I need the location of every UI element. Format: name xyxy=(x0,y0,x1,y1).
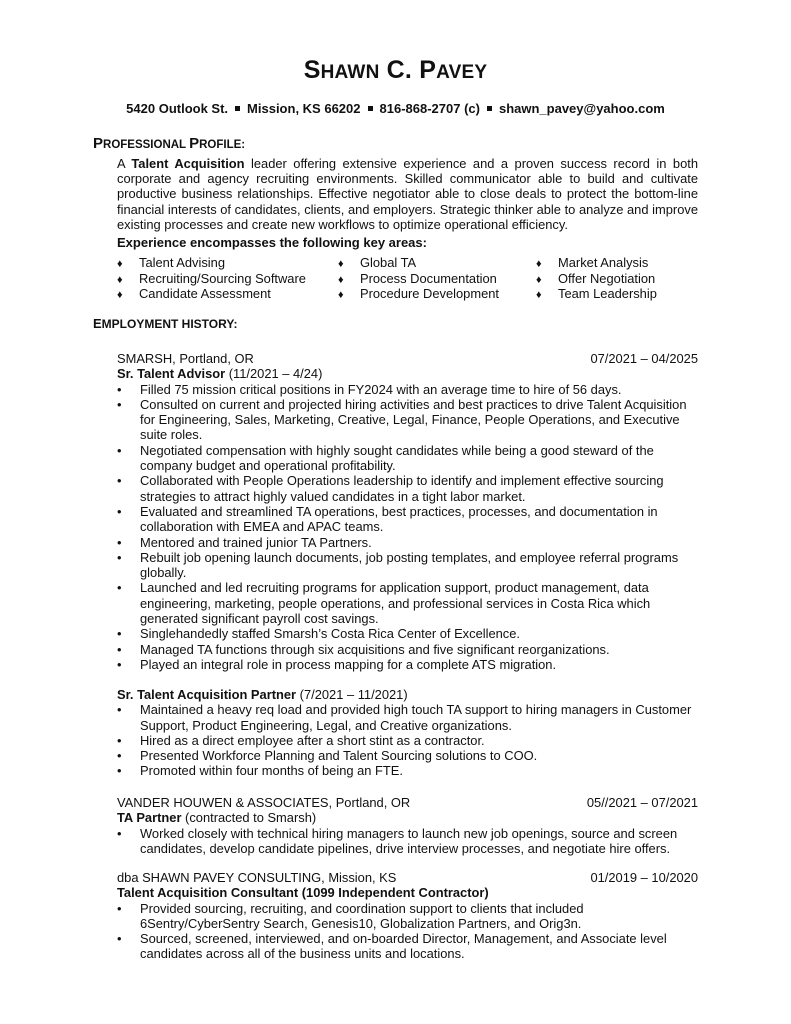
contact-address: 5420 Outlook St. xyxy=(126,101,229,116)
role-name: Sr. Talent Acquisition Partner xyxy=(117,687,297,702)
bullet-text: Promoted within four months of being an FTE. xyxy=(140,763,403,779)
bullet-text: Filled 75 mission critical positions in FY2024 with an average time to hire of 56 days. xyxy=(140,381,622,397)
bullet-icon: • xyxy=(117,732,122,748)
bullet-icon: • xyxy=(117,534,122,550)
bullet-text: Worked closely with technical hiring managers to launch new job openings, source and screen candidates, develop candidate pipelines, drive interview processes, and negotiate hire offers. xyxy=(140,825,678,856)
bullet-icon: • xyxy=(117,763,122,779)
job-dates: 05//2021 – 07/2021 xyxy=(586,795,698,810)
bullet-text: Sourced, screened, interviewed, and on-boarded Director, Management, and Associate level candidates across all of the business units and locations. xyxy=(140,931,667,962)
bullet-text: Maintained a heavy req load and provided high touch TA support to hiring managers in Customer Support, Product Engineering, Legal, and Creative organizations. xyxy=(140,702,692,733)
key-areas-column xyxy=(338,255,499,302)
bullet-text: Singlehandedly staffed Smarsh’s Costa Rica Center of Excellence. xyxy=(140,626,521,642)
list-item xyxy=(117,397,698,443)
key-area-item xyxy=(536,255,657,271)
name-middle: C. xyxy=(379,56,420,84)
job-entry-shawn-pavey-consulting xyxy=(117,870,698,962)
title-initial: P xyxy=(93,135,104,152)
section-title-profile xyxy=(93,135,245,152)
key-area-label: Offer Negotiation xyxy=(558,270,656,286)
company-name: SMARSH, Portland, OR xyxy=(117,351,254,366)
list-item xyxy=(117,931,698,962)
role-period: (contracted to Smarsh) xyxy=(181,810,317,826)
diamond-bullet-icon: ♦ xyxy=(338,258,344,270)
bullet-icon: • xyxy=(117,641,122,657)
diamond-bullet-icon: ♦ xyxy=(338,273,344,286)
bullet-icon: • xyxy=(117,900,122,916)
list-item xyxy=(117,702,698,733)
diamond-bullet-icon: ♦ xyxy=(117,273,123,286)
list-item xyxy=(117,580,698,626)
key-area-item xyxy=(117,255,306,271)
key-area-item xyxy=(536,271,657,287)
company-name: VANDER HOUWEN & ASSOCIATES, Portland, OR xyxy=(117,795,411,810)
contact-city: Mission, KS 66202 xyxy=(247,101,361,116)
list-item xyxy=(117,473,698,504)
list-item xyxy=(117,626,698,641)
achievement-list xyxy=(117,702,698,778)
role-title xyxy=(117,366,698,381)
bullet-text: Rebuilt job opening launch documents, job posting templates, and employee referral programs globally. xyxy=(140,549,679,581)
name-last-rest: AVEY xyxy=(436,62,488,83)
bullet-icon: • xyxy=(117,580,122,596)
achievement-list xyxy=(117,382,698,673)
key-area-item xyxy=(338,286,499,302)
list-item xyxy=(117,443,698,474)
list-item xyxy=(117,657,698,672)
contact-line xyxy=(0,101,791,116)
bullet-text: Launched and led recruiting programs for application support, product management, data engineering, marketing, people operations, and professional services in Costa Rica which generated significant payroll cost savings. xyxy=(140,580,651,627)
bullet-text: Played an integral role in process mapping for a complete ATS migration. xyxy=(140,656,557,672)
key-area-label: Talent Advising xyxy=(139,255,225,270)
section-title-employment xyxy=(93,316,237,331)
job-dates: 01/2019 – 10/2020 xyxy=(590,870,698,885)
contact-phone: 816-868-2707 (c) xyxy=(379,101,480,116)
key-areas-column xyxy=(536,255,657,302)
candidate-name xyxy=(0,56,791,85)
title-initial: E xyxy=(93,316,102,331)
role-title xyxy=(117,810,698,825)
diamond-bullet-icon: ♦ xyxy=(117,289,123,301)
bullet-icon: • xyxy=(117,702,122,718)
title-rest: ROFILE: xyxy=(199,139,246,151)
key-area-label: Global TA xyxy=(360,255,417,270)
key-areas-title: Experience encompasses the following key areas: xyxy=(117,235,427,250)
role-period: (7/2021 – 11/2021) xyxy=(296,687,408,702)
job-entry-smarsh xyxy=(117,351,698,672)
list-item xyxy=(117,504,698,535)
list-item xyxy=(117,382,698,397)
bullet-text: Managed TA functions through six acquisitions and five significant reorganizations. xyxy=(140,641,610,657)
bullet-icon: • xyxy=(117,442,122,458)
bullet-text: Hired as a direct employee after a short stint as a contractor. xyxy=(140,732,485,748)
list-item xyxy=(117,826,698,857)
bullet-icon: • xyxy=(117,825,122,841)
list-item xyxy=(117,535,698,550)
bullet-icon: • xyxy=(117,396,122,412)
name-first-initial: S xyxy=(303,56,321,84)
name-last-initial: P xyxy=(419,56,437,84)
role-title xyxy=(117,885,698,900)
separator-square-icon xyxy=(368,106,373,111)
bullet-icon: • xyxy=(117,503,122,519)
title-rest: ROFESSIONAL xyxy=(103,139,190,151)
separator-square-icon xyxy=(487,106,492,111)
role-name: TA Partner xyxy=(117,810,182,826)
bullet-text: Mentored and trained junior TA Partners. xyxy=(140,534,372,550)
diamond-bullet-icon: ♦ xyxy=(536,289,542,301)
list-item xyxy=(117,763,698,778)
role-name: Sr. Talent Advisor xyxy=(117,366,226,382)
bullet-text: Collaborated with People Operations leadership to identify and implement effective sourcing strategies to attract highly valued candidates in a tight labor market. xyxy=(140,473,664,504)
key-area-label: Team Leadership xyxy=(558,286,657,301)
title-rest: MPLOYMENT HISTORY: xyxy=(101,317,238,331)
key-area-item xyxy=(536,286,657,302)
profile-highlight: Talent Acquisition xyxy=(131,156,245,171)
list-item xyxy=(117,550,698,581)
bullet-text: Provided sourcing, recruiting, and coordination support to clients that included 6Sentry/CyberSentry Search, Genesis10, Globalization Partners, and Orig3n. xyxy=(140,900,584,931)
list-item xyxy=(117,733,698,748)
diamond-bullet-icon: ♦ xyxy=(338,289,344,301)
key-area-label: Procedure Development xyxy=(360,286,500,301)
separator-square-icon xyxy=(235,106,240,111)
key-area-item xyxy=(338,271,499,287)
job-header xyxy=(117,870,698,885)
key-area-label: Candidate Assessment xyxy=(139,286,271,301)
bullet-text: Evaluated and streamlined TA operations, best practices, processes, and documentation in collaboration with EMEA and APAC teams. xyxy=(140,503,658,535)
list-item xyxy=(117,748,698,763)
bullet-icon: • xyxy=(117,748,122,764)
job-header xyxy=(117,351,698,366)
key-areas-column xyxy=(117,255,306,302)
contact-email[interactable]: shawn_pavey@yahoo.com xyxy=(498,101,665,116)
role-title xyxy=(117,687,698,702)
list-item xyxy=(117,642,698,657)
role-period: (11/2021 – 4/24) xyxy=(225,366,323,382)
job-entry-vander-houwen xyxy=(117,795,698,856)
job-header xyxy=(117,795,698,810)
bullet-text: Negotiated compensation with highly sought candidates while being a good steward of the company budget and operational profitability. xyxy=(140,442,654,474)
key-area-item xyxy=(117,286,306,302)
title-initial: P xyxy=(189,135,200,152)
bullet-icon: • xyxy=(117,931,122,947)
achievement-list xyxy=(117,901,698,962)
bullet-icon: • xyxy=(117,473,122,489)
name-first-rest: HAWN xyxy=(320,62,380,83)
profile-text: leader offering extensive experience and a proven success record in both corporate and agency recruiting environments. Skilled communicator able to build and cultivate productive business relationships. Effective negotiator able to close deals to protect the bottom-line financial interests of candidates, clients, and employers. Strategic thinker able to analyze and improve existing processes and create new workflows to optimize operational efficiency. xyxy=(117,156,698,232)
diamond-bullet-icon: ♦ xyxy=(536,273,542,286)
bullet-icon: • xyxy=(117,549,122,565)
role-entry-sr-ta-partner xyxy=(117,687,698,779)
bullet-text: Presented Workforce Planning and Talent Sourcing solutions to COO. xyxy=(140,748,538,764)
list-item xyxy=(117,901,698,932)
role-name: Talent Acquisition Consultant (1099 Independent Contractor) xyxy=(117,885,489,901)
company-name: dba SHAWN PAVEY CONSULTING, Mission, KS xyxy=(117,870,397,885)
key-area-item xyxy=(117,271,306,287)
key-area-item xyxy=(338,255,499,271)
diamond-bullet-icon: ♦ xyxy=(536,258,542,270)
bullet-icon: • xyxy=(117,656,122,672)
key-area-label: Recruiting/Sourcing Software xyxy=(139,270,306,286)
job-dates: 07/2021 – 04/2025 xyxy=(590,351,698,366)
key-area-label: Market Analysis xyxy=(558,255,649,270)
bullet-icon: • xyxy=(117,626,122,642)
profile-summary xyxy=(117,156,698,232)
diamond-bullet-icon: ♦ xyxy=(117,258,123,270)
achievement-list xyxy=(117,826,698,857)
bullet-icon: • xyxy=(117,381,122,397)
profile-text: A xyxy=(117,156,132,171)
key-area-label: Process Documentation xyxy=(360,270,497,286)
bullet-text: Consulted on current and projected hiring activities and best practices to drive Talent Acquisition for Engineering, Sales, Marketing, Creative, Legal, Finance, People Operations, and Executive suite roles. xyxy=(140,396,687,443)
